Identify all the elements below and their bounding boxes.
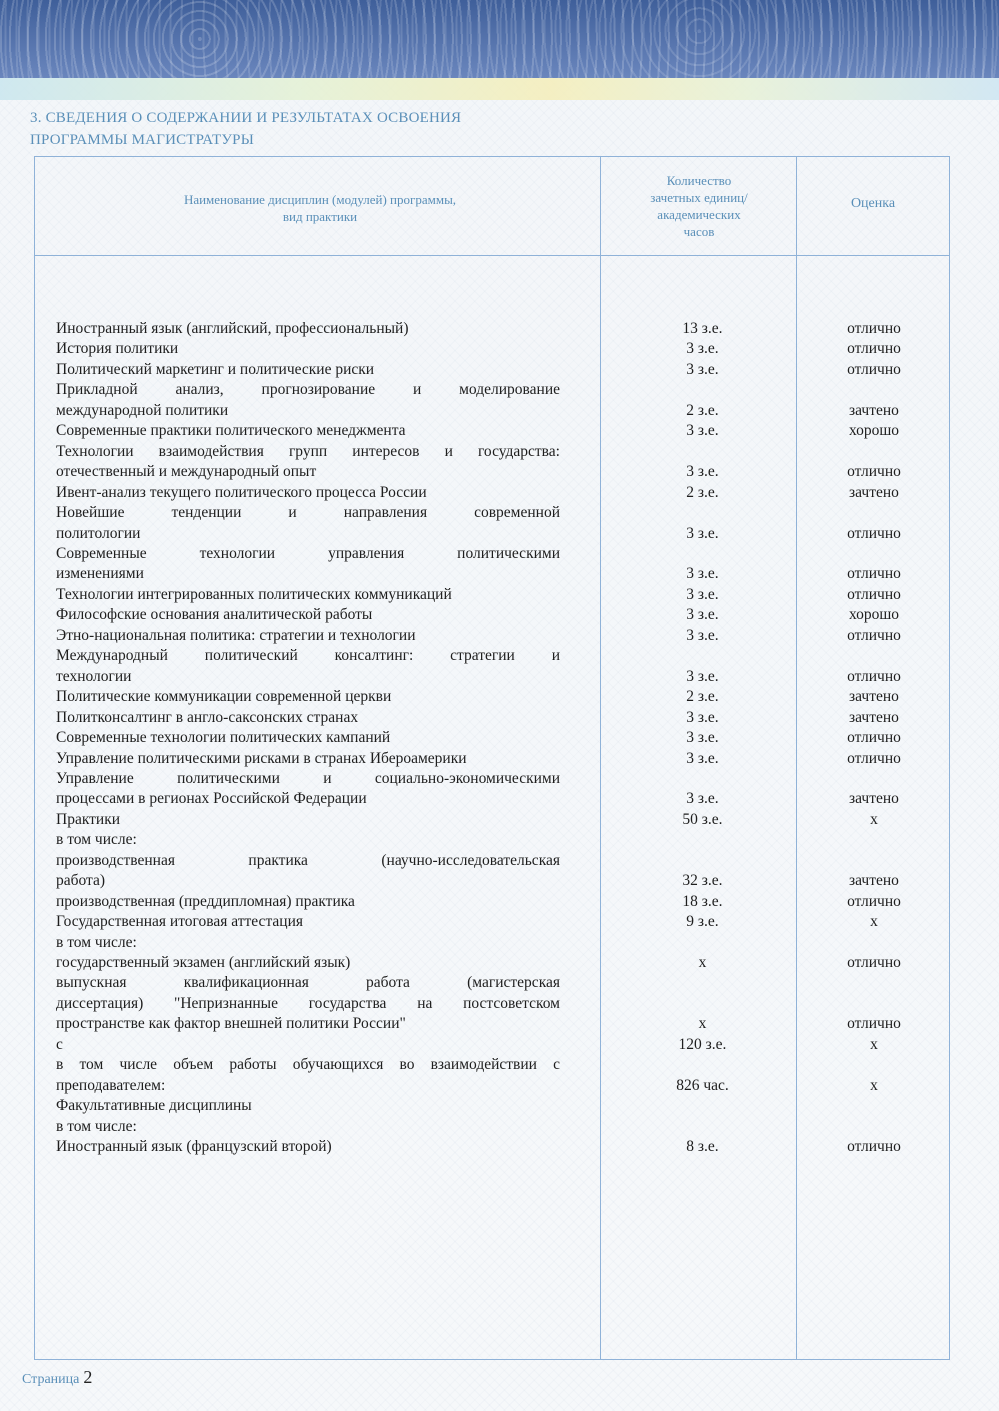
table-row	[0, 892, 999, 912]
grade-value: хорошо	[848, 606, 900, 624]
discipline-name: процессами в регионах Российской Федерации	[56, 790, 367, 808]
credits-value: x	[698, 953, 707, 971]
grade-value: отлично	[847, 1015, 901, 1033]
discipline-name: производственная практика (научно-исследовательская	[56, 851, 560, 869]
discipline-name: в том числе:	[56, 831, 137, 849]
credits-value: 2 з.е.	[686, 401, 719, 419]
table-row	[0, 667, 999, 687]
table-row	[0, 708, 999, 728]
table-row	[0, 544, 999, 564]
grade-value: отлично	[847, 667, 901, 685]
grade-value: отлично	[847, 463, 901, 481]
discipline-name: Политконсалтинг в англо-саксонских странах	[56, 708, 359, 726]
grade-value: отлично	[847, 524, 901, 542]
discipline-name: Новейшие тенденции и направления современной	[56, 504, 560, 521]
discipline-name: Иностранный язык (английский, профессиональный)	[56, 320, 409, 337]
credits-value: 2 з.е.	[686, 688, 719, 706]
table-row	[0, 953, 999, 973]
discipline-name: в том числе:	[56, 1117, 137, 1135]
grade-value: отлично	[847, 565, 901, 583]
discipline-name: Прикладной анализ, прогнозирование и моделирование	[56, 381, 560, 399]
table-row	[0, 380, 999, 400]
section-title-line-2: ПРОГРАММЫ МАГИСТРАТУРЫ	[30, 132, 255, 148]
discipline-name: Современные практики политического менеджмента	[56, 422, 406, 440]
decorative-guilloche-band	[0, 0, 999, 78]
credits-value: 9 з.е.	[686, 913, 719, 930]
credits-value: 8 з.е.	[686, 1138, 719, 1155]
section-title-line-1: 3. СВЕДЕНИЯ О СОДЕРЖАНИИ И РЕЗУЛЬТАТАХ ОСВОЕНИЯ	[30, 110, 462, 126]
credits-value: 2 з.е.	[686, 483, 719, 501]
table-row	[0, 789, 999, 809]
discipline-name: в том числе:	[56, 933, 137, 951]
table-row	[0, 646, 999, 666]
table-row	[0, 769, 999, 789]
discipline-name: Политические коммуникации современной церкви	[56, 688, 392, 706]
grade-value: x	[870, 1076, 878, 1094]
header-grade: Оценка	[850, 196, 896, 211]
discipline-name: Государственная итоговая аттестация	[56, 913, 304, 930]
discipline-name: Технологии взаимодействия групп интересов и государства:	[56, 442, 560, 460]
discipline-name: производственная (преддипломная) практика	[56, 892, 355, 910]
table-row	[0, 339, 999, 359]
credits-value: 3 з.е.	[686, 463, 719, 481]
table-row	[0, 483, 999, 503]
table-row	[0, 1117, 999, 1137]
discipline-name: технологии	[56, 667, 132, 685]
table-row	[0, 728, 999, 748]
table-row	[0, 1014, 999, 1034]
discipline-name: в том числе объем работы обучающихся во взаимодействии с	[56, 1056, 560, 1074]
credits-value: 3 з.е.	[686, 667, 719, 685]
grade-value: отлично	[847, 892, 901, 910]
table-row	[0, 687, 999, 707]
grade-value: отлично	[847, 360, 901, 378]
grade-value: зачтено	[849, 872, 899, 890]
table-row	[0, 626, 999, 646]
credits-value: 3 з.е.	[686, 585, 719, 603]
footer-label: Страница	[22, 1372, 80, 1387]
table-row	[0, 1055, 999, 1075]
discipline-name: работа)	[56, 872, 106, 890]
credits-value: 50 з.е.	[682, 810, 723, 828]
credits-value: 3 з.е.	[686, 606, 719, 624]
credits-value: 3 з.е.	[686, 565, 719, 583]
discipline-name: Технологии интегрированных политических коммуникаций	[56, 585, 452, 603]
table-row	[0, 605, 999, 625]
table-row	[0, 973, 999, 993]
discipline-name: Управление политическими рисками в странах Ибероамерики	[56, 749, 467, 767]
credits-value: 3 з.е.	[686, 360, 719, 378]
section-title	[30, 107, 590, 151]
table-row	[0, 749, 999, 769]
discipline-name: Иностранный язык (французский второй)	[56, 1138, 332, 1155]
discipline-name: Международный политический консалтинг: стратегии и	[56, 647, 560, 665]
table-row	[0, 564, 999, 584]
decorative-color-stripe	[0, 78, 999, 100]
credits-value: 3 з.е.	[686, 790, 719, 808]
grade-value: отлично	[847, 953, 901, 971]
credits-value: x	[698, 1015, 707, 1033]
table-row	[0, 1035, 999, 1055]
grade-value: зачтено	[849, 790, 899, 808]
table-row	[0, 1076, 999, 1096]
grade-value: отлично	[847, 320, 901, 337]
grade-value: отлично	[847, 729, 901, 746]
grade-value: x	[870, 913, 878, 930]
table-row	[0, 810, 999, 830]
table-row	[0, 912, 999, 932]
credits-value: 120 з.е.	[678, 1035, 727, 1053]
table-row	[0, 830, 999, 850]
credits-value: 18 з.е.	[682, 892, 723, 910]
discipline-name: Философские основания аналитической работы	[56, 606, 373, 624]
grade-value: зачтено	[849, 708, 899, 726]
credits-value: 3 з.е.	[686, 729, 719, 746]
discipline-name: пространстве как фактор внешней политики России"	[56, 1015, 406, 1033]
table-row	[0, 1137, 999, 1157]
discipline-name: преподавателем:	[56, 1076, 166, 1094]
table-row	[0, 401, 999, 421]
credits-value: 3 з.е.	[686, 340, 719, 358]
header-credits: Количество зачетных единиц/ академических часов	[650, 173, 748, 239]
grade-value: отлично	[847, 749, 901, 767]
discipline-name: История политики	[56, 340, 179, 358]
discipline-name: Ивент-анализ текущего политического процесса России	[56, 483, 427, 501]
table-row	[0, 851, 999, 871]
credits-value: 3 з.е.	[686, 524, 719, 542]
grade-value: зачтено	[849, 483, 899, 501]
grade-value: хорошо	[848, 422, 900, 440]
header-discipline-name: Наименование дисциплин (модулей) программы, вид практики	[183, 192, 457, 224]
discipline-name: с	[56, 1035, 63, 1053]
grade-value: отлично	[847, 626, 901, 644]
grade-value: отлично	[847, 1138, 901, 1155]
discipline-name: Политический маркетинг и политические риски	[56, 360, 375, 378]
discipline-name: отечественный и международный опыт	[56, 463, 317, 481]
grade-value: x	[870, 1035, 878, 1053]
table-row	[0, 503, 999, 523]
header-divider	[34, 255, 950, 256]
grade-value: отлично	[847, 340, 901, 358]
discipline-name: политологии	[56, 524, 141, 542]
grade-value: зачтено	[849, 688, 899, 706]
credits-value: 3 з.е.	[686, 708, 719, 726]
table-row	[0, 421, 999, 441]
table-row	[0, 360, 999, 380]
grade-value: x	[870, 810, 878, 828]
discipline-name: Современные технологии политических кампаний	[56, 729, 391, 746]
grade-value: отлично	[847, 585, 901, 603]
grade-value: зачтено	[849, 401, 899, 419]
discipline-name: Современные технологии управления политическими	[56, 545, 560, 562]
discipline-name: выпускная квалификационная работа (магистерская	[56, 974, 560, 992]
credits-value: 826 час.	[676, 1076, 729, 1094]
table-row	[0, 1096, 999, 1116]
discipline-name: изменениями	[56, 565, 144, 583]
discipline-name: международной политики	[56, 401, 229, 419]
discipline-name: Практики	[56, 810, 121, 828]
credits-value: 3 з.е.	[686, 626, 719, 644]
credits-value: 3 з.е.	[686, 422, 719, 440]
discipline-name: Факультативные дисциплины	[56, 1097, 252, 1115]
credits-value: 32 з.е.	[682, 872, 723, 890]
table-row	[0, 319, 999, 339]
table-row	[0, 442, 999, 462]
credits-value: 3 з.е.	[686, 749, 719, 767]
page-footer	[22, 1367, 92, 1388]
discipline-name: диссертация) "Непризнанные государства на постсоветском	[56, 994, 560, 1012]
discipline-name: Управление политическими и социально-экономическими	[56, 769, 560, 787]
credits-value: 13 з.е.	[682, 320, 723, 337]
table-row	[0, 871, 999, 891]
discipline-name: Этно-национальная политика: стратегии и технологии	[56, 626, 416, 644]
page-number: 2	[83, 1367, 93, 1387]
discipline-name: государственный экзамен (английский язык)	[56, 953, 351, 971]
table-row	[0, 524, 999, 544]
table-row	[0, 933, 999, 953]
table-row	[0, 994, 999, 1014]
table-row	[0, 585, 999, 605]
table-row	[0, 462, 999, 482]
